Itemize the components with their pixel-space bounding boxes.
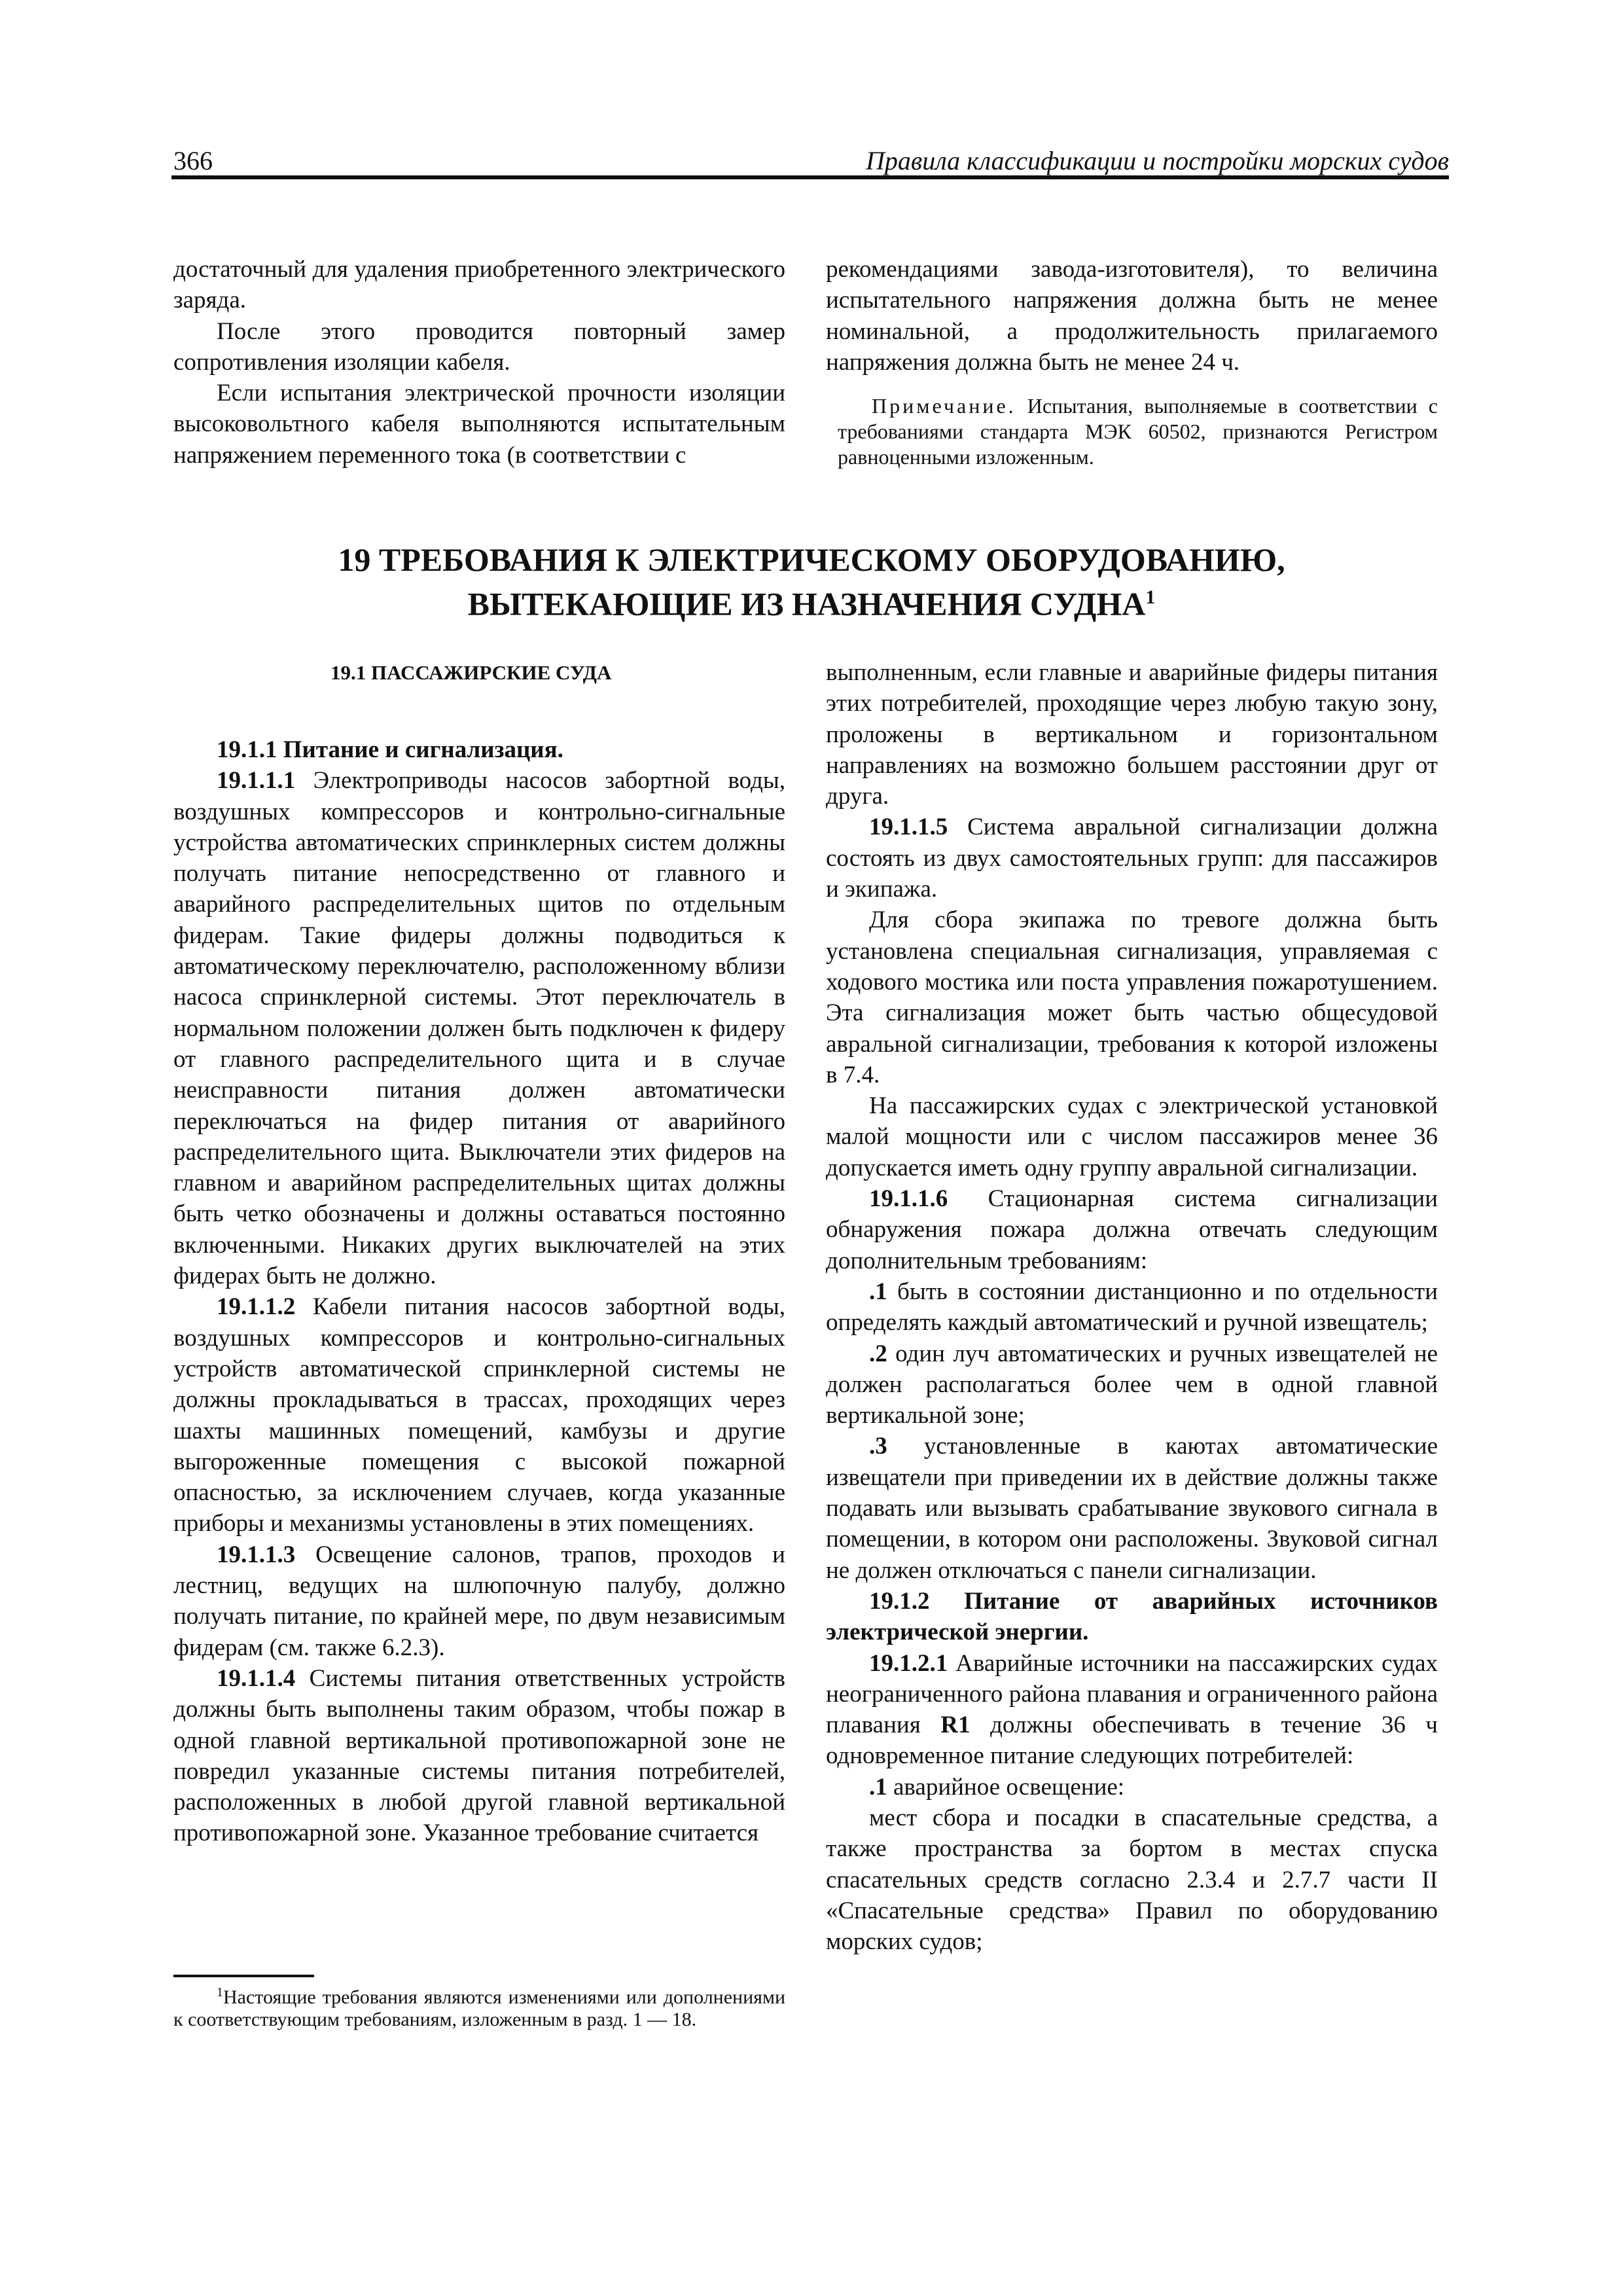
list-item [826, 1431, 1438, 1585]
chapter-title-text: ВЫТЕКАЮЩИЕ ИЗ НАЗНАЧЕНИЯ СУДНА [467, 585, 1146, 622]
chapter-title-line2 [173, 579, 1450, 623]
list-item [826, 1338, 1438, 1431]
note-label: Примечание. [872, 394, 1016, 418]
paragraph: Если испытания электрической прочности изоляции высоковольтного кабеля выполняются испытательным напряжением переменного тока (в соответствии с [173, 380, 785, 469]
paragraph: Для сбора экипажа по тревоге должна быть установлена специальная сигнализация, управляемая с ходового мостика или поста управления пожаротушением. Эта сигнализация может быть частью общесудовой авральной сигнализации, требования к которой изложены в 7.4. [826, 906, 1438, 1088]
subsection-title: Питание от аварийных источников электрической энергии. [826, 1587, 1438, 1646]
footnote-rule [173, 1975, 314, 1977]
list-item [826, 1772, 1438, 1803]
clause-number: 19.1.1.3 [217, 1541, 296, 1568]
area-code: R1 [940, 1712, 971, 1739]
paragraph: достаточный для удаления приобретенного электрического заряда. [173, 256, 785, 314]
page-number: 366 [173, 146, 213, 175]
footnote [173, 1981, 785, 2031]
subsection-heading [826, 1586, 1438, 1648]
clause-text: Системы питания ответственных устройств должны быть выполнены таким образом, чтобы пожар в одной главной вертикальной противопожарной зоне не повредил указанные системы питания потребителей, расположенных в любой другой главной вертикальной противопожарной зоне. Указанное требование считается [173, 1664, 785, 1847]
item-number: .1 [869, 1773, 887, 1801]
clause-text: должны обеспечивать в течение 36 ч одновременное питание следующих потребителей: [826, 1712, 1438, 1770]
chapter-title-line1: 19 ТРЕБОВАНИЯ К ЭЛЕКТРИЧЕСКОМУ ОБОРУДОВАНИЮ, [338, 541, 1285, 578]
note-text: Испытания, выполняемые в соответствии с требованиями стандарта МЭК 60502, признаются Регистром равноценными изложенным. [838, 394, 1438, 469]
clause-text: Электроприводы насосов забортной воды, воздушных компрессоров и контрольно-сигнальные устройства автоматических спринклерных систем должны получать питание непосредственно от главного и аварийного распределительных щитов по отдельным фидерам. Такие фидеры должны подводиться к автоматическому переключателю, расположенному вблизи насоса спринклерной системы. Этот переключатель в нормальном положении должен быть подключен к фидеру от главного распределительного щита и в случае неисправности питания должен автоматически переключаться на фидер питания от аварийного распределительного щита. Выключатели этих фидеров на главном и аварийном распределительных щитах должны быть четко обозначены и должны оставаться постоянно включенными. Никаких других выключателей на этих фидерах быть не должно. [173, 767, 785, 1290]
clause-text: Система авральной сигнализации должна состоять из двух самостоятельных групп: для пассажиров и экипажа. [826, 814, 1438, 903]
paragraph: рекомендациями завода-изготовителя), то величина испытательного напряжения должна быть не менее номинальной, а продолжительность прилагаемого напряжения должна быть не менее 24 ч. [826, 256, 1438, 376]
clause-text: Аварийные источники на пассажирских судах неограниченного района плавания и ограниченного района плавания [826, 1649, 1438, 1739]
paragraph: На пассажирских судах с электрической установкой малой мощности или с числом пассажиров менее 36 допускается иметь одну группу авральной сигнализации. [826, 1092, 1438, 1181]
subsection-number: 19.1.1 [217, 736, 277, 763]
section-heading: 19.1 ПАССАЖИРСКИЕ СУДА [330, 661, 612, 684]
section-left-column [173, 657, 785, 1849]
paragraph [173, 1663, 785, 1849]
clause-text: Освещение салонов, трапов, проходов и лестниц, ведущих на шлюпочную палубу, должно получать питание, по крайней мере, по двум независимым фидерам (см. также 6.2.3). [173, 1541, 785, 1661]
item-text: аварийное освещение: [893, 1773, 1125, 1801]
clause-number: 19.1.2.1 [869, 1649, 948, 1677]
clause-number: 19.1.1.1 [217, 767, 296, 795]
paragraph: После этого проводится повторный замер сопротивления изоляции кабеля. [173, 317, 785, 376]
subsection-heading [173, 734, 785, 765]
section-right-column [826, 657, 1438, 1957]
clause-number: 19.1.1.6 [869, 1185, 948, 1213]
subsection-title: Питание и сигнализация. [283, 736, 563, 763]
item-number: .3 [869, 1433, 887, 1460]
clause-number: 19.1.1.2 [217, 1293, 296, 1321]
clause-text: Кабели питания насосов забортной воды, воздушных компрессоров и контрольно-сигнальных устройств автоматической спринклерной системы не должны прокладываться в трассах, проходящих через шахты машинных помещений, камбузы и другие выгороженные помещения с высокой пожарной опасностью, за исключением случаев, когда указанные приборы и механизмы установлены в этих помещениях. [173, 1293, 785, 1537]
paragraph [826, 1183, 1438, 1276]
item-text: установленные в каютах автоматические извещатели при приведении их в действие должны также подавать или вызывать срабатывание звукового сигнала в помещении, в котором они расположены. Звуковой сигнал не должен отключаться с панели сигнализации. [826, 1433, 1438, 1584]
item-text: быть в состоянии дистанционно и по отдельности определять каждый автоматический и ручной извещатель; [826, 1278, 1438, 1336]
paragraph [173, 1539, 785, 1663]
clause-number: 19.1.1.4 [217, 1664, 296, 1692]
clause-text: Стационарная система сигнализации обнаружения пожара должна отвечать следующим дополнительным требованиям: [826, 1185, 1438, 1274]
item-text: один луч автоматических и ручных извещателей не должен располагаться более чем в одной главной вертикальной зоне; [826, 1340, 1438, 1429]
item-number: .2 [869, 1340, 887, 1367]
paragraph: выполненным, если главные и аварийные фидеры питания этих потребителей, проходящие через любую такую зону, проложены в вертикальном и горизонтальном направлениях на возможно большем расстоянии друг от друга. [826, 659, 1438, 810]
paragraph: мест сбора и посадки в спасательные средства, а также пространства за бортом в местах спуска спасательных средств согласно 2.3.4 и 2.7.7 части II «Спасательные средства» Правил по оборудованию морских судов; [826, 1804, 1438, 1956]
note [826, 393, 1438, 470]
subsection-number: 19.1.2 [869, 1587, 930, 1615]
item-number: .1 [869, 1278, 887, 1305]
top-right-column [826, 254, 1438, 470]
paragraph [826, 812, 1438, 905]
footnote-text: Настоящие требования являются изменениями или дополнениями к соответствующим требованиям, изложенным в разд. 1 — 18. [173, 1986, 785, 2030]
footnote-marker: 1 [1145, 586, 1156, 608]
paragraph [173, 1291, 785, 1539]
clause-number: 19.1.1.5 [869, 814, 948, 841]
top-left-column [173, 254, 785, 471]
paragraph [826, 1648, 1438, 1772]
running-title: Правила классификации и постройки морских судов [865, 146, 1449, 175]
footnote-mark: 1 [217, 1985, 223, 2000]
list-item [826, 1276, 1438, 1338]
header-rule [171, 175, 1449, 179]
chapter-title [173, 541, 1450, 623]
paragraph [173, 765, 785, 1291]
